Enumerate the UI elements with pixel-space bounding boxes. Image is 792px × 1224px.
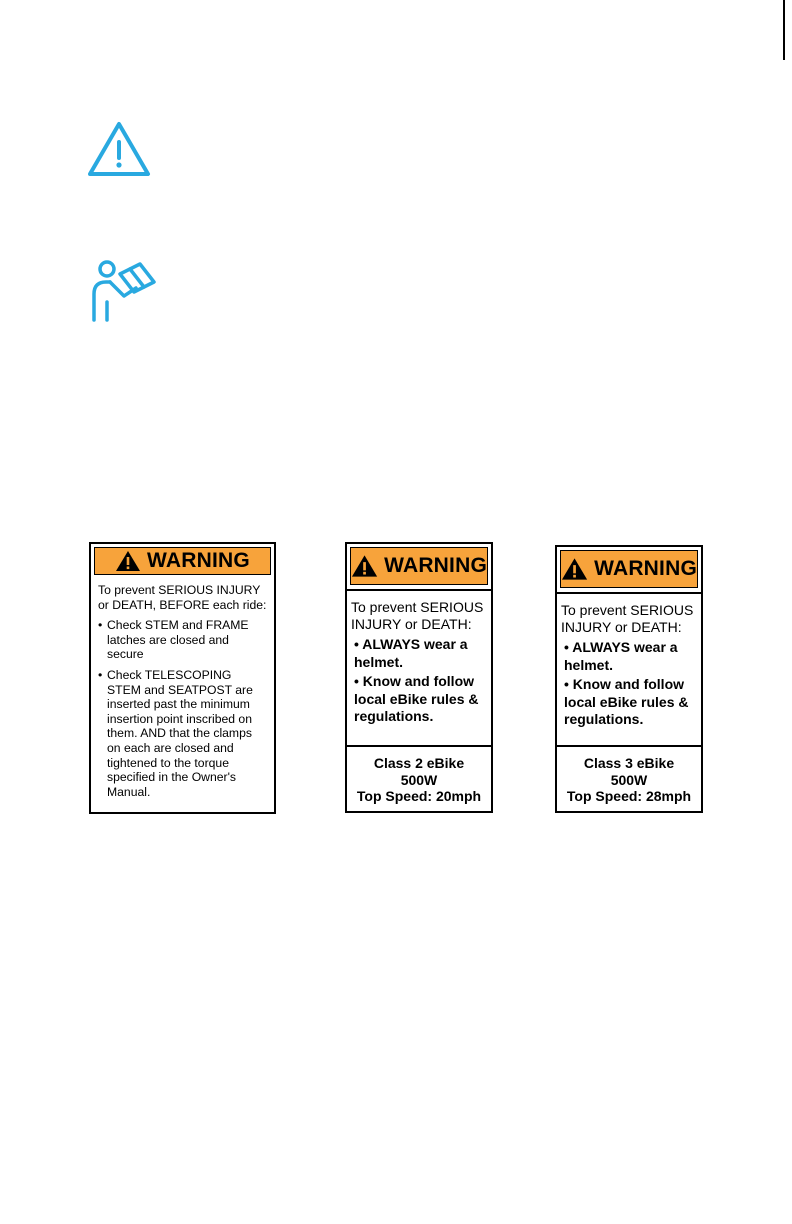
warning-triangle-icon	[351, 554, 378, 578]
person-reading-manual-icon	[90, 258, 158, 322]
warning-header	[560, 550, 698, 588]
warning-header	[94, 547, 271, 575]
warning-intro: To prevent SERIOUS INJURY or DEATH, BEFORE each ride:	[98, 583, 267, 612]
ebike-class: Class 3 eBike	[583, 755, 675, 771]
warning-header	[350, 547, 488, 585]
page-edge-line	[783, 0, 785, 60]
warning-intro: To prevent SERIOUS INJURY or DEATH:	[351, 599, 484, 632]
ebike-class: Class 2 eBike	[373, 755, 465, 771]
warning-triangle-icon	[561, 557, 588, 581]
warning-label-class-2	[345, 542, 493, 813]
warning-label-class-3	[555, 545, 703, 813]
top-speed: Top Speed: 20mph	[356, 788, 482, 804]
list-item: • Check STEM and FRAME latches are closed and secure	[98, 618, 249, 662]
motor-power: 500W	[400, 771, 438, 788]
list-item: • Know and follow local eBike rules & regulations.	[354, 673, 479, 724]
caution-triangle-icon	[86, 120, 152, 178]
warning-header-text: WARNING	[594, 557, 697, 580]
warning-header-text: WARNING	[147, 549, 250, 572]
motor-power: 500W	[610, 771, 648, 788]
ebike-class-info	[557, 745, 701, 811]
warning-header-text: WARNING	[384, 554, 487, 577]
top-speed: Top Speed: 28mph	[566, 788, 692, 804]
list-item: • Know and follow local eBike rules & regulations.	[564, 676, 689, 727]
list-item: • ALWAYS wear a helmet.	[564, 639, 678, 673]
warning-triangle-icon	[115, 550, 141, 572]
ebike-class-info	[347, 745, 491, 811]
list-item: • Check TELESCOPING STEM and SEATPOST are inserted past the minimum insertion point inscribed on them. AND that the clamps on each are closed and tightened to the torque specified in the Owner's Manual.	[98, 667, 253, 799]
warning-intro: To prevent SERIOUS INJURY or DEATH:	[561, 602, 694, 635]
list-item: • ALWAYS wear a helmet.	[354, 636, 468, 670]
warning-label-latches	[89, 542, 276, 814]
